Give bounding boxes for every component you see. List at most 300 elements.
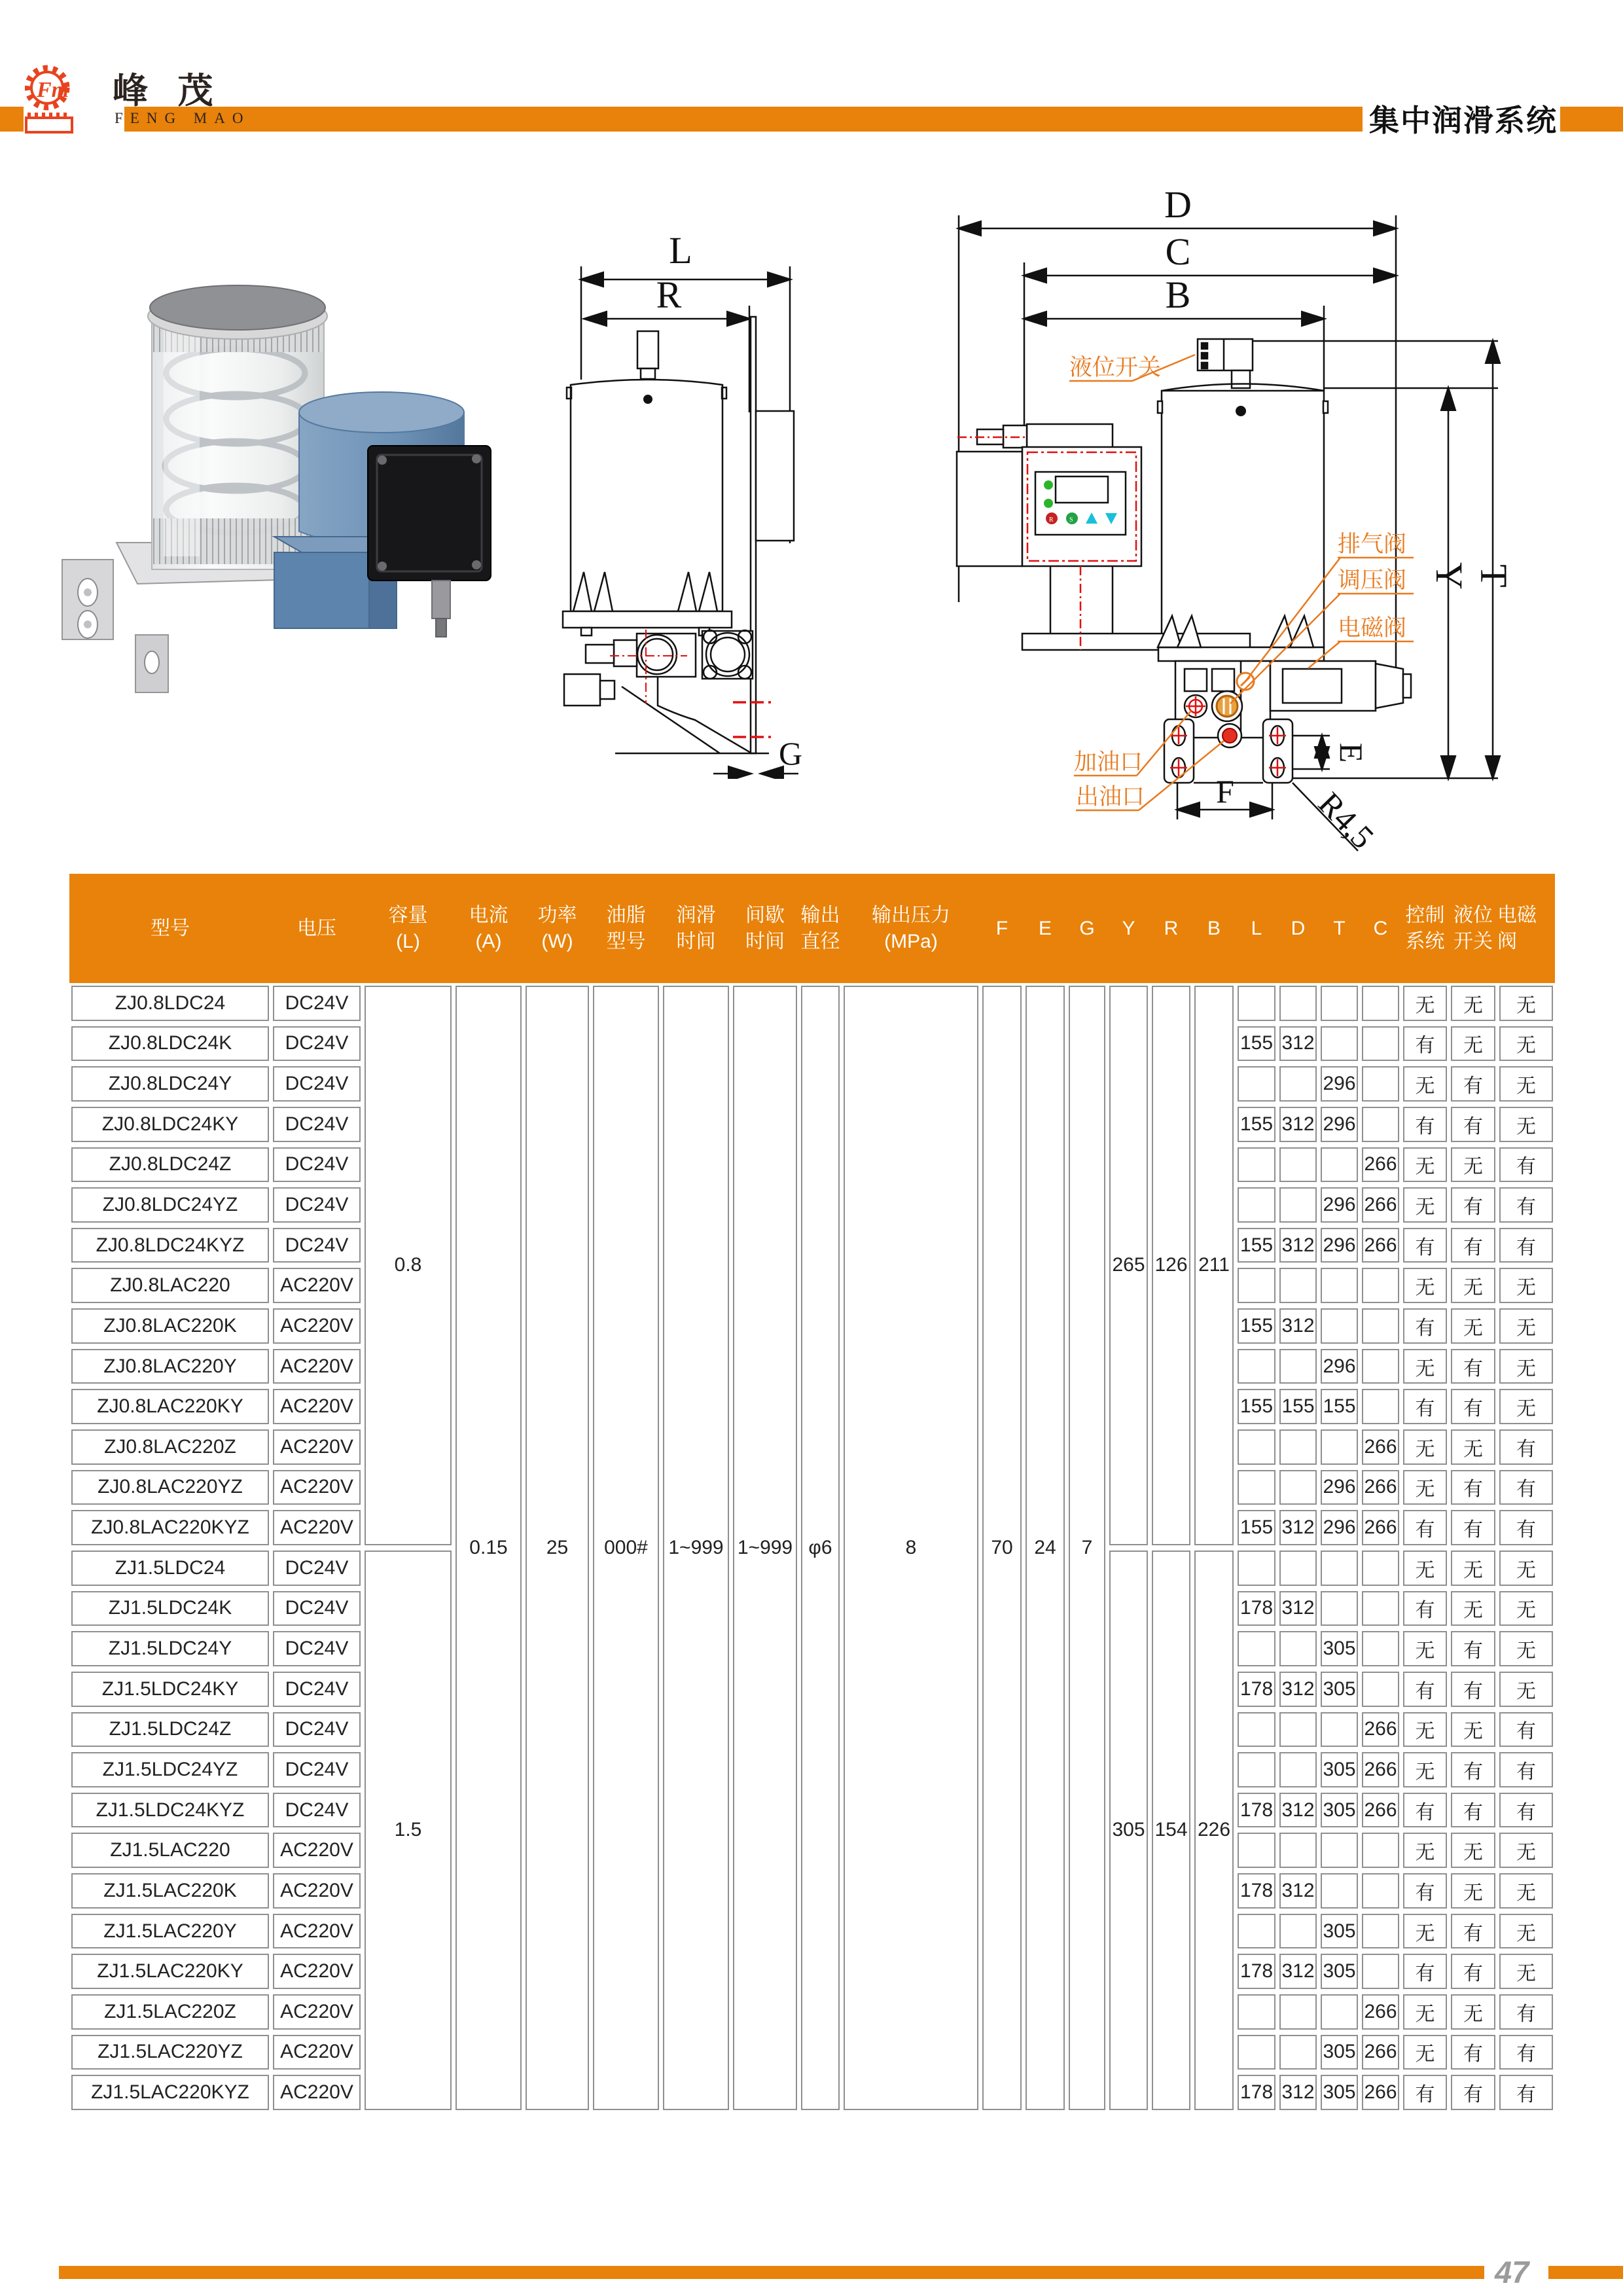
merged-cell-pressure: 8	[844, 986, 978, 2110]
cell-dD	[1279, 1631, 1317, 1666]
cell-dL	[1238, 1268, 1275, 1303]
cell-dD: 312	[1279, 1510, 1317, 1545]
cell-voltage: DC24V	[273, 1107, 361, 1142]
cell-model: ZJ1.5LDC24YZ	[71, 1752, 269, 1787]
cell-dD	[1279, 1066, 1317, 1102]
cell-ctrl: 有	[1403, 1107, 1447, 1142]
cell-model: ZJ0.8LDC24KYZ	[71, 1228, 269, 1263]
cell-dT	[1321, 1308, 1358, 1344]
column-header-dia: 输出 直径	[800, 904, 840, 952]
cell-voltage: AC220V	[273, 1429, 361, 1465]
cell-ctrl: 无	[1403, 1349, 1447, 1384]
cell-dD: 312	[1279, 2075, 1317, 2110]
cell-valve: 有	[1499, 1793, 1553, 1828]
cell-dD	[1279, 2035, 1317, 2070]
cell-level: 有	[1451, 1389, 1495, 1424]
column-header-dT: T	[1333, 917, 1346, 939]
cell-model: ZJ1.5LAC220KYZ	[71, 2075, 269, 2110]
cell-model: ZJ0.8LDC24YZ	[71, 1187, 269, 1223]
cell-dL	[1238, 986, 1275, 1021]
cell-level: 无	[1451, 1712, 1495, 1748]
cell-dD	[1279, 1914, 1317, 1949]
cell-voltage: DC24V	[273, 1551, 361, 1586]
cell-ctrl: 无	[1403, 1994, 1447, 2030]
cell-dD	[1279, 1187, 1317, 1223]
column-header-power: 功率 (W)	[537, 904, 577, 952]
cell-model: ZJ1.5LAC220YZ	[71, 2035, 269, 2070]
cell-dC: 266	[1362, 1228, 1399, 1263]
cell-level: 无	[1451, 1833, 1495, 1868]
cell-dL: 155	[1238, 1228, 1275, 1263]
cell-dT: 305	[1321, 2035, 1358, 2070]
cell-model: ZJ0.8LDC24KY	[71, 1107, 269, 1142]
cell-dL	[1238, 2035, 1275, 2070]
cell-dL: 178	[1238, 1873, 1275, 1909]
cell-valve: 无	[1499, 1389, 1553, 1424]
merged-cell-dF: 70	[982, 986, 1022, 2110]
column-header-dE: E	[1038, 917, 1052, 939]
cell-dC	[1362, 1026, 1399, 1062]
cell-voltage: AC220V	[273, 1349, 361, 1384]
cell-dT: 305	[1321, 1672, 1358, 1707]
column-header-model: 型号	[151, 917, 190, 939]
dim-label-R4.5: R4,5	[1311, 785, 1382, 856]
cell-dL: 155	[1238, 1107, 1275, 1142]
page-number: 47	[1495, 2255, 1529, 2289]
dim-label-E: E	[1333, 742, 1370, 763]
merged-cell-interval: 1~999	[733, 986, 797, 2110]
cell-level: 有	[1451, 1631, 1495, 1666]
merged-cell-grease: 000#	[593, 986, 659, 2110]
cell-voltage: AC220V	[273, 1389, 361, 1424]
cell-dL	[1238, 1712, 1275, 1748]
cell-dC: 266	[1362, 2035, 1399, 2070]
cell-valve: 无	[1499, 1833, 1553, 1868]
cell-level: 无	[1451, 1026, 1495, 1062]
cell-dC	[1362, 1954, 1399, 1989]
cell-ctrl: 无	[1403, 1712, 1447, 1748]
cell-dD	[1279, 1429, 1317, 1465]
cell-dT	[1321, 1429, 1358, 1465]
cell-dL: 178	[1238, 1954, 1275, 1989]
cell-valve: 无	[1499, 1631, 1553, 1666]
merged-cell-dG: 7	[1069, 986, 1105, 2110]
cell-dC	[1362, 1833, 1399, 1868]
cell-model: ZJ0.8LAC220KYZ	[71, 1510, 269, 1545]
cell-model: ZJ0.8LDC24	[71, 986, 269, 1021]
cell-level: 有	[1451, 1672, 1495, 1707]
cell-level: 有	[1451, 1349, 1495, 1384]
cell-voltage: AC220V	[273, 1873, 361, 1909]
cell-dL	[1238, 1752, 1275, 1787]
dim-label-R: R	[656, 274, 682, 316]
merged-cell-power: 25	[526, 986, 589, 2110]
cell-dC: 266	[1362, 2075, 1399, 2110]
column-header-pressure: 输出压力 (MPa)	[872, 904, 950, 952]
cell-dC	[1362, 1551, 1399, 1586]
column-header-level: 液位 开关	[1454, 904, 1493, 952]
dim-label-T: T	[1472, 564, 1515, 588]
label-fill-port: 加油口	[1074, 749, 1143, 775]
cell-dC: 266	[1362, 1793, 1399, 1828]
cell-dT	[1321, 1268, 1358, 1303]
cell-dT: 305	[1321, 2075, 1358, 2110]
cell-dC	[1362, 1107, 1399, 1142]
column-header-dG: G	[1079, 917, 1095, 939]
cell-dT: 296	[1321, 1349, 1358, 1384]
cell-valve: 无	[1499, 1672, 1553, 1707]
cell-valve: 无	[1499, 1591, 1553, 1626]
cell-valve: 无	[1499, 986, 1553, 1021]
merged-cell-dia: φ6	[801, 986, 840, 2110]
cell-ctrl: 有	[1403, 1793, 1447, 1828]
cell-dT: 305	[1321, 1793, 1358, 1828]
cell-dT: 305	[1321, 1914, 1358, 1949]
cell-ctrl: 无	[1403, 1631, 1447, 1666]
svg-text:Fm: Fm	[37, 78, 69, 102]
cell-voltage: AC220V	[273, 1470, 361, 1505]
cell-voltage: DC24V	[273, 1147, 361, 1183]
cell-dC	[1362, 1349, 1399, 1384]
cell-valve: 有	[1499, 2035, 1553, 2070]
cell-dL	[1238, 1349, 1275, 1384]
cell-dT	[1321, 1591, 1358, 1626]
cell-ctrl: 无	[1403, 1147, 1447, 1183]
cell-level: 无	[1451, 1429, 1495, 1465]
cell-dD	[1279, 1551, 1317, 1586]
cell-ctrl: 有	[1403, 1672, 1447, 1707]
cell-valve: 无	[1499, 1308, 1553, 1344]
cell-ctrl: 有	[1403, 2075, 1447, 2110]
cell-voltage: AC220V	[273, 1268, 361, 1303]
column-header-dD: D	[1291, 917, 1306, 939]
cell-voltage: AC220V	[273, 1954, 361, 1989]
cell-dT	[1321, 1147, 1358, 1183]
cell-level: 无	[1451, 1551, 1495, 1586]
front-view-drawing	[916, 183, 1623, 857]
cell-dD: 312	[1279, 1308, 1317, 1344]
cell-dL: 178	[1238, 1591, 1275, 1626]
cell-dT: 305	[1321, 1954, 1358, 1989]
cell-dC: 266	[1362, 1470, 1399, 1505]
label-outlet-port: 出油口	[1076, 784, 1145, 810]
dim-label-G: G	[778, 735, 803, 772]
cell-dL	[1238, 1551, 1275, 1586]
cell-voltage: DC24V	[273, 1187, 361, 1223]
cell-dD	[1279, 1833, 1317, 1868]
cell-level: 有	[1451, 2035, 1495, 2070]
cell-model: ZJ1.5LAC220	[71, 1833, 269, 1868]
cell-dD: 312	[1279, 1107, 1317, 1142]
merged-cell-capacity: 0.8	[365, 986, 452, 1545]
dim-label-Y: Y	[1428, 562, 1471, 590]
merged-cell-dY: 305	[1109, 1551, 1148, 2110]
cell-dD	[1279, 986, 1317, 1021]
cell-valve: 有	[1499, 1228, 1553, 1263]
cell-level: 无	[1451, 1591, 1495, 1626]
cell-ctrl: 无	[1403, 986, 1447, 1021]
cell-ctrl: 有	[1403, 1308, 1447, 1344]
cell-dT: 296	[1321, 1107, 1358, 1142]
cell-valve: 有	[1499, 1712, 1553, 1748]
cell-dC	[1362, 1591, 1399, 1626]
cell-dD	[1279, 1752, 1317, 1787]
cell-dD	[1279, 1994, 1317, 2030]
cell-level: 无	[1451, 1268, 1495, 1303]
cell-valve: 无	[1499, 1268, 1553, 1303]
cell-model: ZJ1.5LDC24Z	[71, 1712, 269, 1748]
header-accent-bar	[124, 107, 1363, 132]
pump-3d-render	[39, 209, 497, 697]
column-header-voltage: 电压	[297, 917, 336, 939]
cell-dL	[1238, 1833, 1275, 1868]
cell-valve: 有	[1499, 1510, 1553, 1545]
cell-dC: 266	[1362, 1510, 1399, 1545]
cell-dD	[1279, 1147, 1317, 1183]
cell-ctrl: 有	[1403, 1228, 1447, 1263]
cell-dT	[1321, 986, 1358, 1021]
cell-level: 有	[1451, 1914, 1495, 1949]
cell-voltage: DC24V	[273, 1712, 361, 1748]
cell-level: 无	[1451, 1147, 1495, 1183]
cell-ctrl: 有	[1403, 1389, 1447, 1424]
cell-dC	[1362, 1066, 1399, 1102]
cell-model: ZJ1.5LAC220KY	[71, 1954, 269, 1989]
cell-dL: 155	[1238, 1510, 1275, 1545]
column-header-valve: 电磁阀	[1497, 904, 1537, 952]
cell-valve: 有	[1499, 1994, 1553, 2030]
cell-valve: 无	[1499, 1954, 1553, 1989]
cell-voltage: AC220V	[273, 2075, 361, 2110]
column-header-dC: C	[1373, 917, 1388, 939]
cell-ctrl: 无	[1403, 1268, 1447, 1303]
merged-cell-dB: 226	[1194, 1551, 1234, 2110]
cell-voltage: DC24V	[273, 1026, 361, 1062]
cell-model: ZJ0.8LDC24Z	[71, 1147, 269, 1183]
svg-text:S: S	[1069, 516, 1073, 524]
cell-model: ZJ1.5LDC24Y	[71, 1631, 269, 1666]
cell-dL: 155	[1238, 1026, 1275, 1062]
cell-dC: 266	[1362, 1147, 1399, 1183]
cell-dL: 178	[1238, 2075, 1275, 2110]
cell-dD: 312	[1279, 1228, 1317, 1263]
cell-dL	[1238, 1066, 1275, 1102]
section-title: 集中润滑系统	[1369, 103, 1558, 137]
brand-name-en: FENG MAO	[115, 110, 251, 126]
dim-label-L: L	[669, 229, 692, 272]
cell-ctrl: 无	[1403, 1914, 1447, 1949]
cell-voltage: DC24V	[273, 1752, 361, 1787]
cell-voltage: DC24V	[273, 1591, 361, 1626]
cell-dD: 312	[1279, 1026, 1317, 1062]
cell-ctrl: 无	[1403, 1833, 1447, 1868]
cell-dT: 296	[1321, 1187, 1358, 1223]
header-accent-block-right	[1560, 107, 1623, 132]
cell-dL: 178	[1238, 1793, 1275, 1828]
footer-accent-bar-right	[1548, 2266, 1623, 2279]
cell-model: ZJ1.5LDC24	[71, 1551, 269, 1586]
cell-dT: 296	[1321, 1510, 1358, 1545]
cell-dT: 296	[1321, 1066, 1358, 1102]
cell-ctrl: 无	[1403, 1187, 1447, 1223]
cell-voltage: AC220V	[273, 2035, 361, 2070]
cell-dC	[1362, 1914, 1399, 1949]
merged-cell-dE: 24	[1026, 986, 1065, 2110]
cell-model: ZJ1.5LAC220K	[71, 1873, 269, 1909]
cell-dT	[1321, 1873, 1358, 1909]
column-header-current: 电流 (A)	[469, 904, 508, 952]
cell-dD: 312	[1279, 1954, 1317, 1989]
cell-dT	[1321, 1712, 1358, 1748]
column-header-dB: B	[1207, 917, 1221, 939]
column-header-dY: Y	[1122, 917, 1135, 939]
cell-voltage: DC24V	[273, 1672, 361, 1707]
cell-dT: 296	[1321, 1228, 1358, 1263]
merged-cell-lube: 1~999	[663, 986, 729, 2110]
cell-dC	[1362, 1389, 1399, 1424]
merged-cell-dR: 126	[1152, 986, 1190, 1545]
merged-cell-capacity: 1.5	[365, 1551, 452, 2110]
column-header-ctrl: 控制 系统	[1405, 904, 1445, 952]
cell-dD: 155	[1279, 1389, 1317, 1424]
cell-model: ZJ0.8LDC24Y	[71, 1066, 269, 1102]
cell-voltage: DC24V	[273, 1793, 361, 1828]
cell-voltage: DC24V	[273, 1066, 361, 1102]
column-header-lube: 润滑 时间	[676, 904, 716, 952]
cell-dT: 305	[1321, 1631, 1358, 1666]
cell-voltage: AC220V	[273, 1308, 361, 1344]
cell-dC	[1362, 986, 1399, 1021]
column-header-dF: F	[995, 917, 1008, 939]
cell-model: ZJ0.8LAC220KY	[71, 1389, 269, 1424]
cell-model: ZJ1.5LDC24KYZ	[71, 1793, 269, 1828]
column-header-interval: 间歇 时间	[745, 904, 785, 952]
cell-level: 有	[1451, 2075, 1495, 2110]
dim-label-B: B	[1165, 274, 1191, 316]
cell-dL	[1238, 1994, 1275, 2030]
cell-dC: 266	[1362, 1712, 1399, 1748]
cell-dL: 155	[1238, 1308, 1275, 1344]
cell-valve: 无	[1499, 1551, 1553, 1586]
cell-dC	[1362, 1631, 1399, 1666]
cell-ctrl: 有	[1403, 1873, 1447, 1909]
column-header-capacity: 容量 (L)	[388, 904, 428, 952]
svg-text:R: R	[1049, 516, 1054, 524]
cell-dC	[1362, 1268, 1399, 1303]
cell-model: ZJ1.5LDC24KY	[71, 1672, 269, 1707]
cell-dD: 312	[1279, 1591, 1317, 1626]
dim-label-C: C	[1165, 230, 1191, 273]
column-header-grease: 油脂 型号	[606, 904, 646, 952]
column-header-dR: R	[1164, 917, 1179, 939]
footer-accent-bar	[59, 2266, 1484, 2279]
cell-ctrl: 有	[1403, 1026, 1447, 1062]
cell-model: ZJ0.8LAC220K	[71, 1308, 269, 1344]
cell-valve: 无	[1499, 1873, 1553, 1909]
label-exhaust-valve: 排气阀	[1338, 531, 1407, 557]
cell-ctrl: 有	[1403, 1510, 1447, 1545]
cell-dD	[1279, 1712, 1317, 1748]
cell-dL	[1238, 1631, 1275, 1666]
cell-dC: 266	[1362, 1429, 1399, 1465]
side-view-drawing	[524, 216, 838, 779]
gear-rack-logo-icon	[25, 58, 73, 135]
cell-dD	[1279, 1268, 1317, 1303]
cell-dT	[1321, 1026, 1358, 1062]
cell-ctrl: 无	[1403, 1752, 1447, 1787]
cell-dT: 296	[1321, 1470, 1358, 1505]
cell-ctrl: 无	[1403, 1470, 1447, 1505]
cell-level: 有	[1451, 1107, 1495, 1142]
cell-voltage: DC24V	[273, 1228, 361, 1263]
cell-voltage: AC220V	[273, 1994, 361, 2030]
cell-level: 有	[1451, 1187, 1495, 1223]
cell-model: ZJ1.5LAC220Z	[71, 1994, 269, 2030]
cell-voltage: AC220V	[273, 1510, 361, 1545]
cell-valve: 有	[1499, 1187, 1553, 1223]
cell-model: ZJ0.8LDC24K	[71, 1026, 269, 1062]
cell-dT	[1321, 1833, 1358, 1868]
column-header-dL: L	[1251, 917, 1262, 939]
cell-valve: 无	[1499, 1026, 1553, 1062]
cell-dC: 266	[1362, 1752, 1399, 1787]
label-pressure-valve: 调压阀	[1338, 567, 1407, 593]
header-accent-block-left	[0, 107, 24, 132]
cell-model: ZJ1.5LAC220Y	[71, 1914, 269, 1949]
cell-dC	[1362, 1308, 1399, 1344]
cell-dT: 155	[1321, 1389, 1358, 1424]
cell-dC: 266	[1362, 1994, 1399, 2030]
cell-dD: 312	[1279, 1793, 1317, 1828]
cell-ctrl: 无	[1403, 1551, 1447, 1586]
cell-dC	[1362, 1672, 1399, 1707]
cell-level: 有	[1451, 1510, 1495, 1545]
cell-dL	[1238, 1914, 1275, 1949]
cell-dL	[1238, 1429, 1275, 1465]
cell-model: ZJ1.5LDC24K	[71, 1591, 269, 1626]
cell-voltage: DC24V	[273, 1631, 361, 1666]
merged-cell-dB: 211	[1194, 986, 1234, 1545]
cell-dT	[1321, 1994, 1358, 2030]
dim-label-D: D	[1164, 183, 1192, 226]
cell-valve: 无	[1499, 1107, 1553, 1142]
cell-level: 有	[1451, 1954, 1495, 1989]
brand-name-cn: 峰 茂	[113, 71, 224, 111]
cell-voltage: DC24V	[273, 986, 361, 1021]
cell-dC: 266	[1362, 1187, 1399, 1223]
cell-dL: 178	[1238, 1672, 1275, 1707]
label-level-switch: 液位开关	[1069, 355, 1162, 380]
cell-ctrl: 无	[1403, 1066, 1447, 1102]
cell-voltage: AC220V	[273, 1914, 361, 1949]
cell-dL: 155	[1238, 1389, 1275, 1424]
cell-dD	[1279, 1470, 1317, 1505]
cell-model: ZJ0.8LAC220Z	[71, 1429, 269, 1465]
cell-dD: 312	[1279, 1873, 1317, 1909]
cell-model: ZJ0.8LAC220	[71, 1268, 269, 1303]
cell-level: 有	[1451, 1066, 1495, 1102]
cell-dL	[1238, 1147, 1275, 1183]
cell-level: 无	[1451, 1994, 1495, 2030]
cell-model: ZJ0.8LAC220YZ	[71, 1470, 269, 1505]
cell-ctrl: 无	[1403, 2035, 1447, 2070]
dim-label-F: F	[1216, 773, 1234, 810]
label-solenoid-valve: 电磁阀	[1338, 615, 1407, 641]
cell-dD: 312	[1279, 1672, 1317, 1707]
cell-dT: 305	[1321, 1752, 1358, 1787]
cell-level: 有	[1451, 1752, 1495, 1787]
cell-valve: 有	[1499, 1429, 1553, 1465]
